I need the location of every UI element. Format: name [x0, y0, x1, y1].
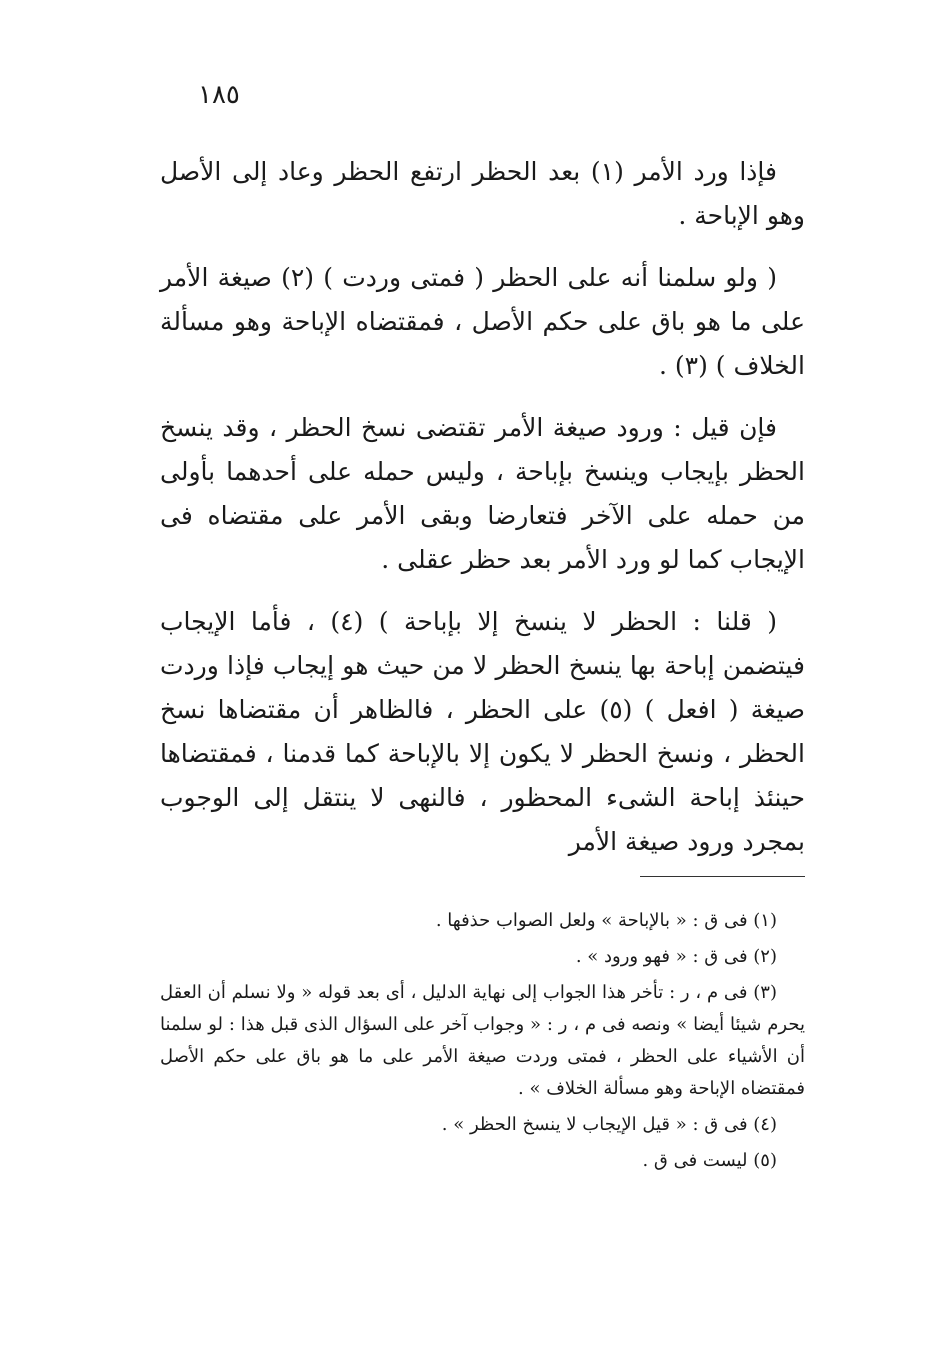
footnotes — [160, 905, 805, 1181]
footnote-5: (٥) ليست فى ق . — [642, 1150, 777, 1171]
footnote-separator — [640, 876, 805, 877]
footnote-1: (١) فى ق : « بالإباحة » ولعل الصواب حذفها . — [435, 910, 777, 931]
footnote-3: (٣) فى م ، ر : تأخر هذا الجواب إلى نهاية الدليل ، أى بعد قوله « ولا نسلم أن العقل يحرم شيئا أيضا » ونصه فى م ، ر : « وجواب آخر على السؤال الذى قبل هذا : لو سلمنا أن الأشياء على الحظر ، فمتى وردت صيغة الأمر على ما هو باق على حكم الأصل فمقتضاه الإباحة وهو مسألة الخلاف » . — [160, 982, 805, 1099]
body-paragraph: فإن قيل : ورود صيغة الأمر تقتضى نسخ الحظر ، وقد ينسخ الحظر بإيجاب وينسخ بإباحة ، وليس حمله على أحدهما بأولى من حمله على الآخر فتعارضا وبقى الأمر على مقتضاه فى الإيجاب كما لو ورد الأمر بعد حظر عقلى . — [160, 413, 805, 574]
footnote-4: (٤) فى ق : « قيل الإيجاب لا ينسخ الحظر » . — [441, 1114, 777, 1135]
footnote-2: (٢) فى ق : « فهو ورود » . — [575, 946, 777, 967]
main-text — [160, 150, 805, 882]
body-paragraph: ( ولو سلمنا أنه على الحظر ( فمتى وردت ) (٢) صيغة الأمر على ما هو باق على حكم الأصل ، فمقتضاه الإباحة وهو مسألة الخلاف ) (٣) . — [160, 263, 805, 380]
body-paragraph: فإذا ورد الأمر (١) بعد الحظر ارتفع الحظر وعاد إلى الأصل وهو الإباحة . — [160, 157, 805, 230]
page-number: ١٨٥ — [198, 80, 240, 110]
body-paragraph: ( قلنا : الحظر لا ينسخ إلا بإباحة ) (٤) ، فأما الإيجاب فيتضمن إباحة بها ينسخ الحظر لا من حيث هو إيجاب فإذا وردت صيغة ( افعل ) (٥) على الحظر ، فالظاهر أن مقتضاها نسخ الحظر ، ونسخ الحظر لا يكون إلا بالإباحة كما قدمنا ، فمقتضاها حينئذ إباحة الشىء المحظور ، فالنهى لا ينتقل إلى الوجوب بمجرد ورود صيغة الأمر — [160, 607, 805, 856]
